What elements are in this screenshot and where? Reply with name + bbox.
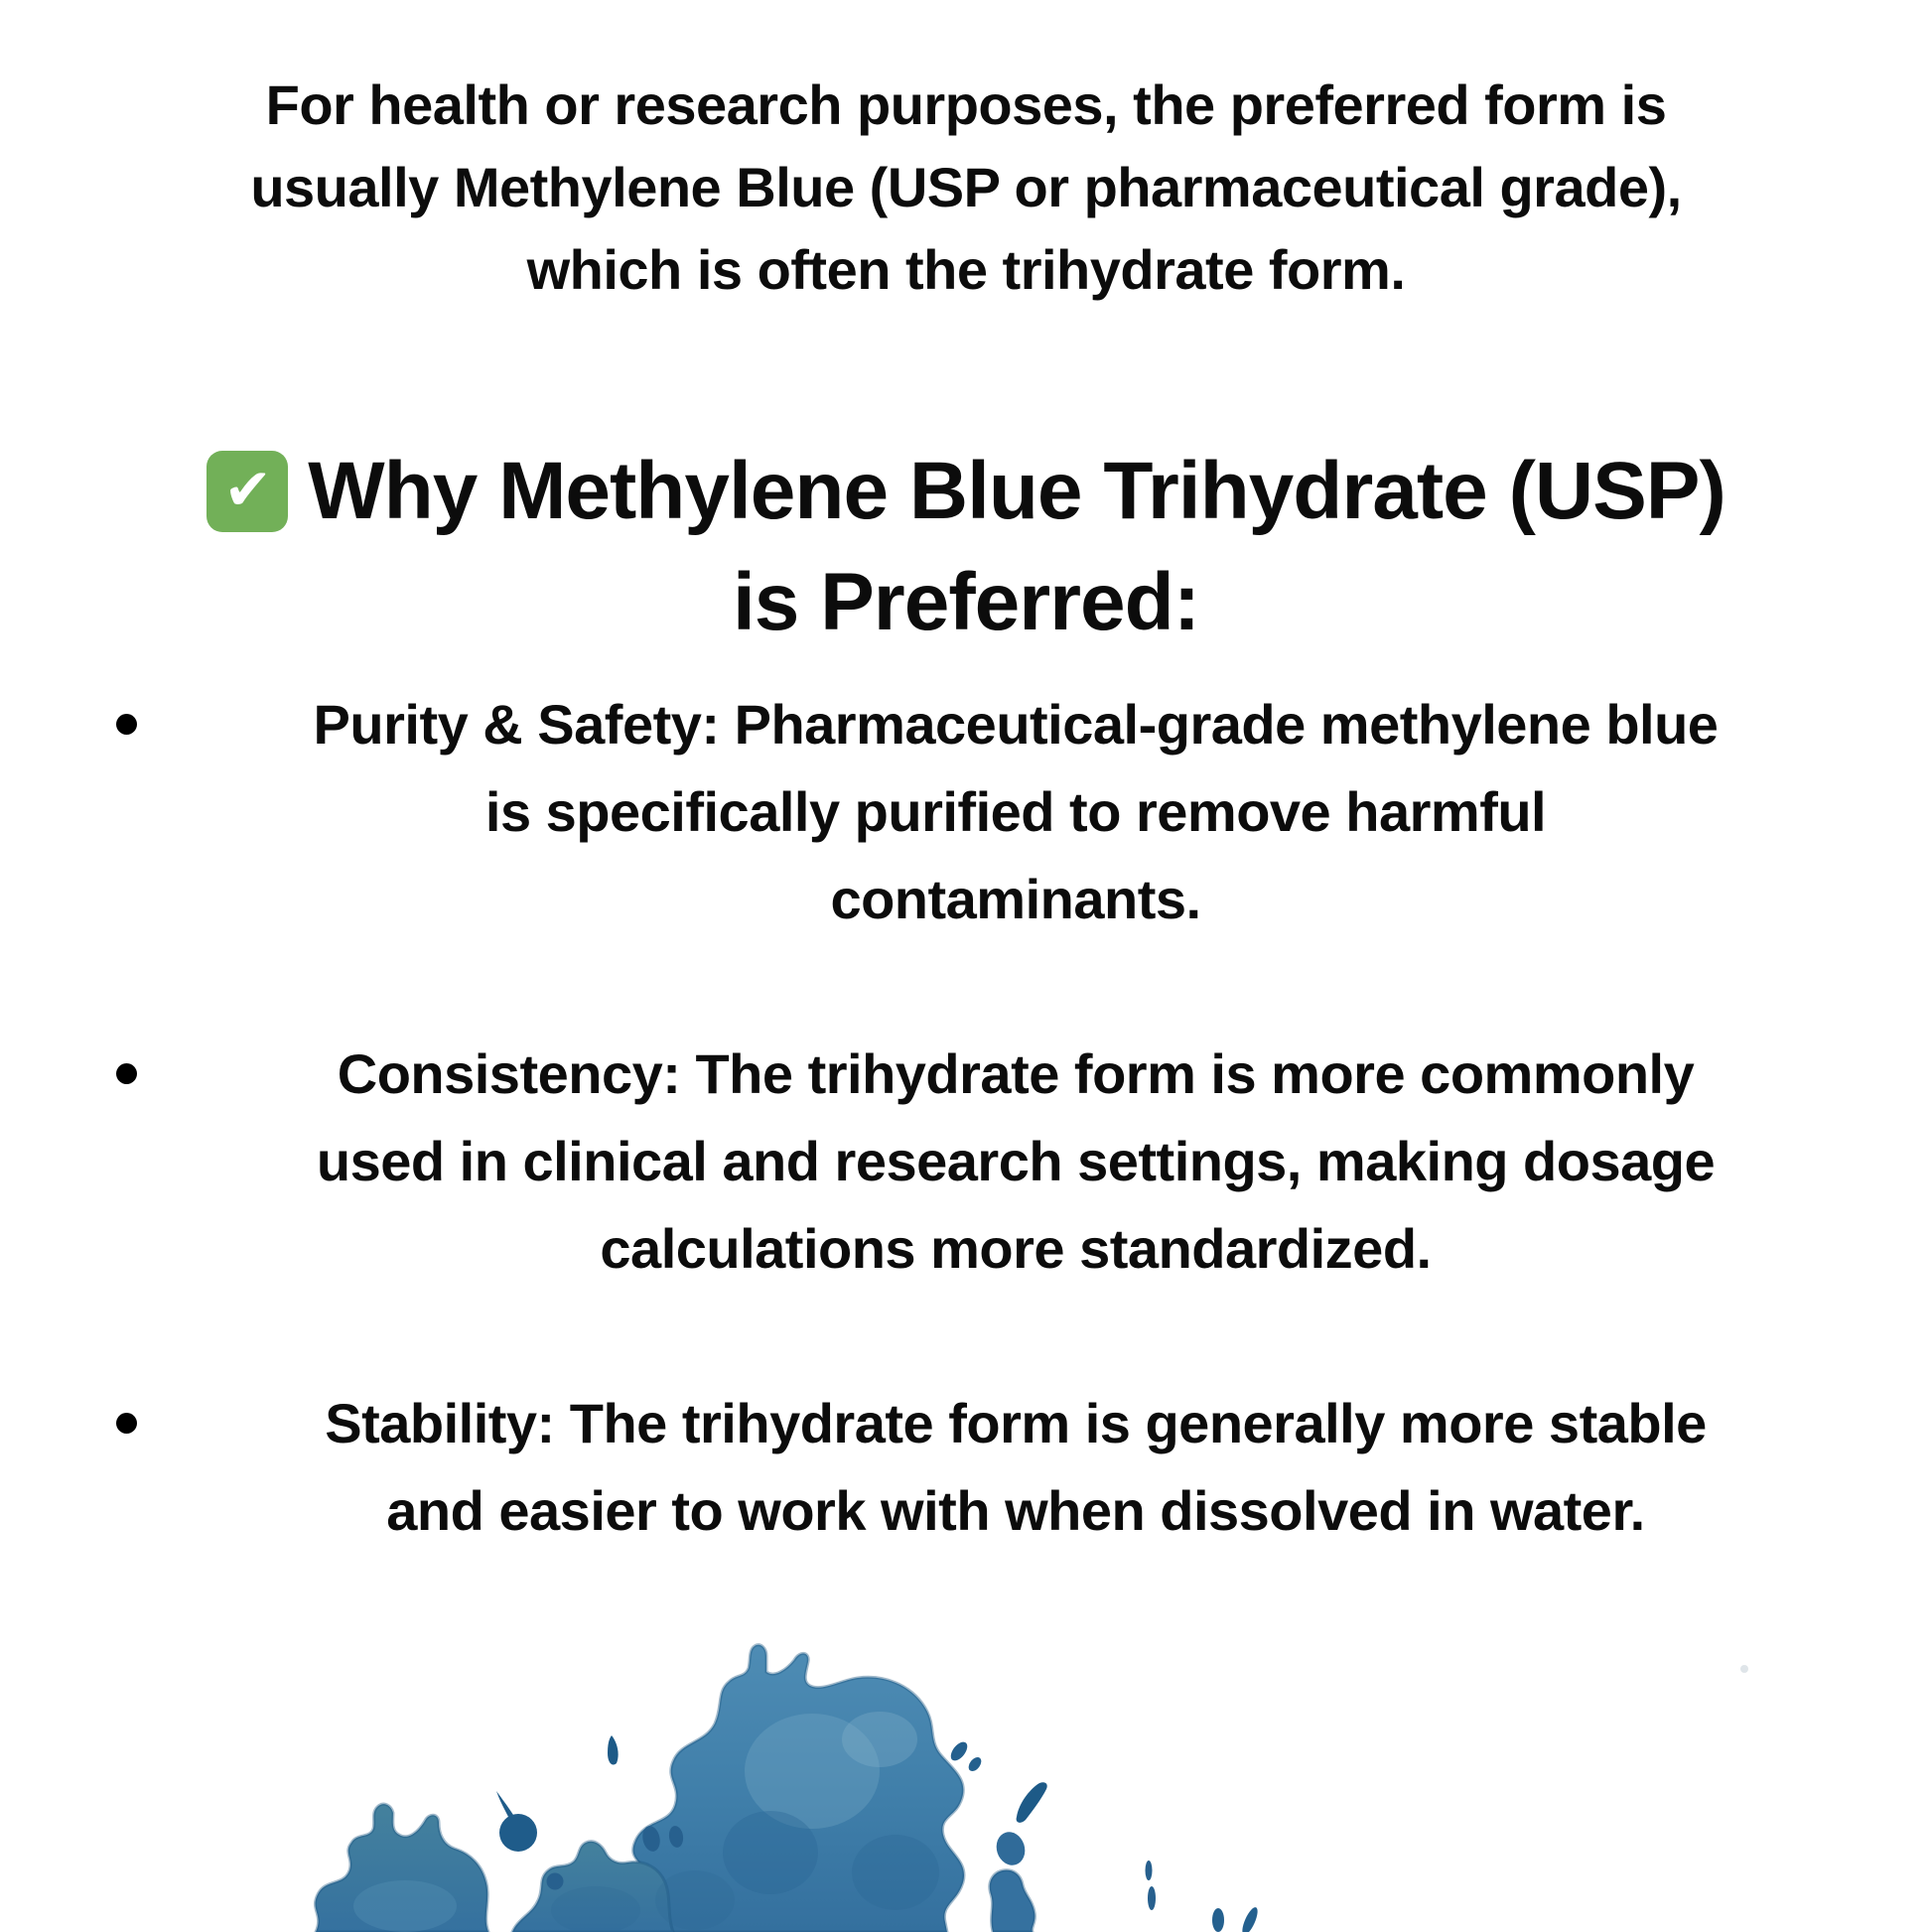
bullet-line: is specifically purified to remove harmful [484, 780, 1547, 843]
list-item-stability [169, 1380, 1863, 1555]
heading-text: Why Methylene Blue Trihydrate (USP) [308, 446, 1725, 536]
bullet-line: and easier to work with when dissolved in water. [386, 1479, 1645, 1542]
heading-line-2: is Preferred: [732, 557, 1200, 647]
intro-line-3: which is often the trihydrate form. [526, 238, 1406, 301]
list-item-consistency [169, 1031, 1863, 1293]
bullet-line: calculations more standardized. [600, 1217, 1432, 1280]
splash-speck [1740, 1665, 1748, 1673]
watercolor-splash-art [0, 1622, 1932, 1932]
check-glyph: ✔ [223, 456, 271, 523]
bullet-list [169, 681, 1863, 1642]
bullet-line: Consistency: The trihydrate form is more commonly [337, 1042, 1695, 1105]
intro-line-2: usually Methylene Blue (USP or pharmaceutical grade), [250, 156, 1682, 218]
heading-line-1 [30, 436, 1902, 547]
splash-right-blob [990, 1870, 1035, 1932]
bullet-line: Purity & Safety: Pharmaceutical-grade methylene blue [313, 693, 1719, 756]
bullet-line: contaminants. [830, 868, 1201, 930]
list-item-purity [169, 681, 1863, 943]
intro-paragraph [109, 64, 1823, 311]
section-heading [30, 436, 1902, 658]
bullet-line: Stability: The trihydrate form is generally more stable [325, 1392, 1707, 1454]
check-emoji-icon [207, 451, 288, 532]
splash-right-knob [992, 1829, 1029, 1869]
intro-line-1: For health or research purposes, the preferred form is [265, 73, 1667, 136]
bullet-line: used in clinical and research settings, making dosage [316, 1130, 1716, 1192]
